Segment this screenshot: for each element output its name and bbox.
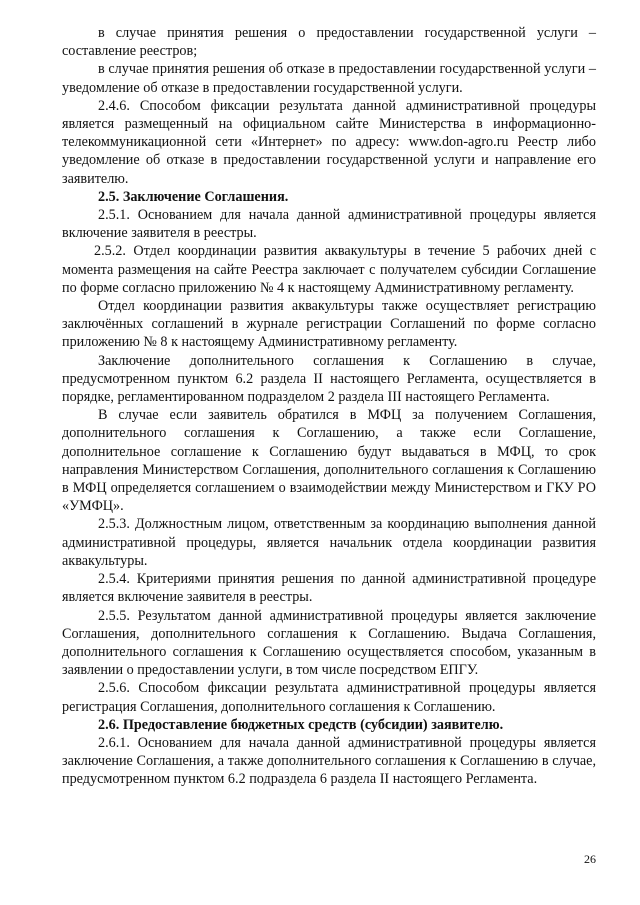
document-page [62, 24, 596, 789]
paragraph-2-5-1: 2.5.1. Основанием для начала данной административной процедуры является включение заявителя в реестры. [62, 207, 596, 242]
paragraph-2-6-1: 2.6.1. Основанием для начала данной административной процедуры является заключение Соглашения, а также дополнительного соглашения к Соглашению в случае, предусмотренном пунктом 6.2 подраздела 6 раздела II настоящего Регламента. [62, 734, 596, 788]
heading-2-5: 2.5. Заключение Соглашения. [98, 188, 289, 205]
paragraph-registration-journal: Отдел координации развития аквакультуры также осуществляет регистрацию заключённых соглашений в журнале регистрации Соглашений по форме согласно приложению № 8 к настоящему Административному регламенту. [62, 298, 596, 351]
paragraph-refusal-notice: в случае принятия решения об отказе в предоставлении государственной услуги – уведомление об отказе в предоставлении государственной услуги. [62, 61, 596, 96]
paragraph-2-5-3: 2.5.3. Должностным лицом, ответственным за координацию выполнения данной административной процедуры, является начальник отдела координации развития аквакультуры. [62, 516, 596, 569]
paragraph-2-5-2: 2.5.2. Отдел координации развития аквакультуры в течение 5 рабочих дней с момента размещения на сайте Реестра заключает с получателем субсидии Соглашение по форме согласно приложению № 4 к настоящему Административному регламенту. [62, 243, 596, 296]
paragraph-2-4-6: 2.4.6. Способом фиксации результата данной административной процедуры является размещенный на официальном сайте Министерства в информационно-телекоммуникационной сети «Интернет» по адресу: www.don-agro.ru Реестр либо уведомление об отказе в предоставлении государственной услуги и направление его заявителю. [62, 97, 596, 187]
paragraph-2-5-4: 2.5.4. Критериями принятия решения по данной административной процедуре является включение заявителя в реестры. [62, 571, 596, 606]
paragraph-mfc: В случае если заявитель обратился в МФЦ за получением Соглашения, дополнительного соглашения к Соглашению, а также если Соглашение, дополнительное соглашение к Соглашению будут выдаваться в МФЦ, то срок направления Министерством Соглашения, дополнительного соглашения к Соглашению в МФЦ определяется соглашением о взаимодействии между Министерством и ГКУ РО «УМФЦ». [62, 407, 596, 515]
paragraph-2-5-5: 2.5.5. Результатом данной административной процедуры является заключение Соглашения, дополнительного соглашения к Соглашению. Выдача Соглашения, дополнительного соглашения к Соглашению осуществляется способом, указанным в заявлении о предоставлении услуги, в том числе посредством ЕПГУ. [62, 607, 596, 679]
paragraph-approval-registry: в случае принятия решения о предоставлении государственной услуги – составление реестров; [62, 25, 596, 60]
heading-2-6: 2.6. Предоставление бюджетных средств (субсидии) заявителю. [98, 716, 504, 733]
paragraph-additional-agreement: Заключение дополнительного соглашения к Соглашению в случае, предусмотренном пунктом 6.2 раздела II настоящего Регламента, осуществляется в порядке, регламентированном подразделом 2 раздела III настоящего Регламента. [62, 352, 596, 406]
page-number: 26 [584, 852, 596, 866]
paragraph-2-5-6: 2.5.6. Способом фиксации результата административной процедуры является регистрация Соглашения, дополнительного соглашения к Соглашению. [62, 680, 596, 715]
